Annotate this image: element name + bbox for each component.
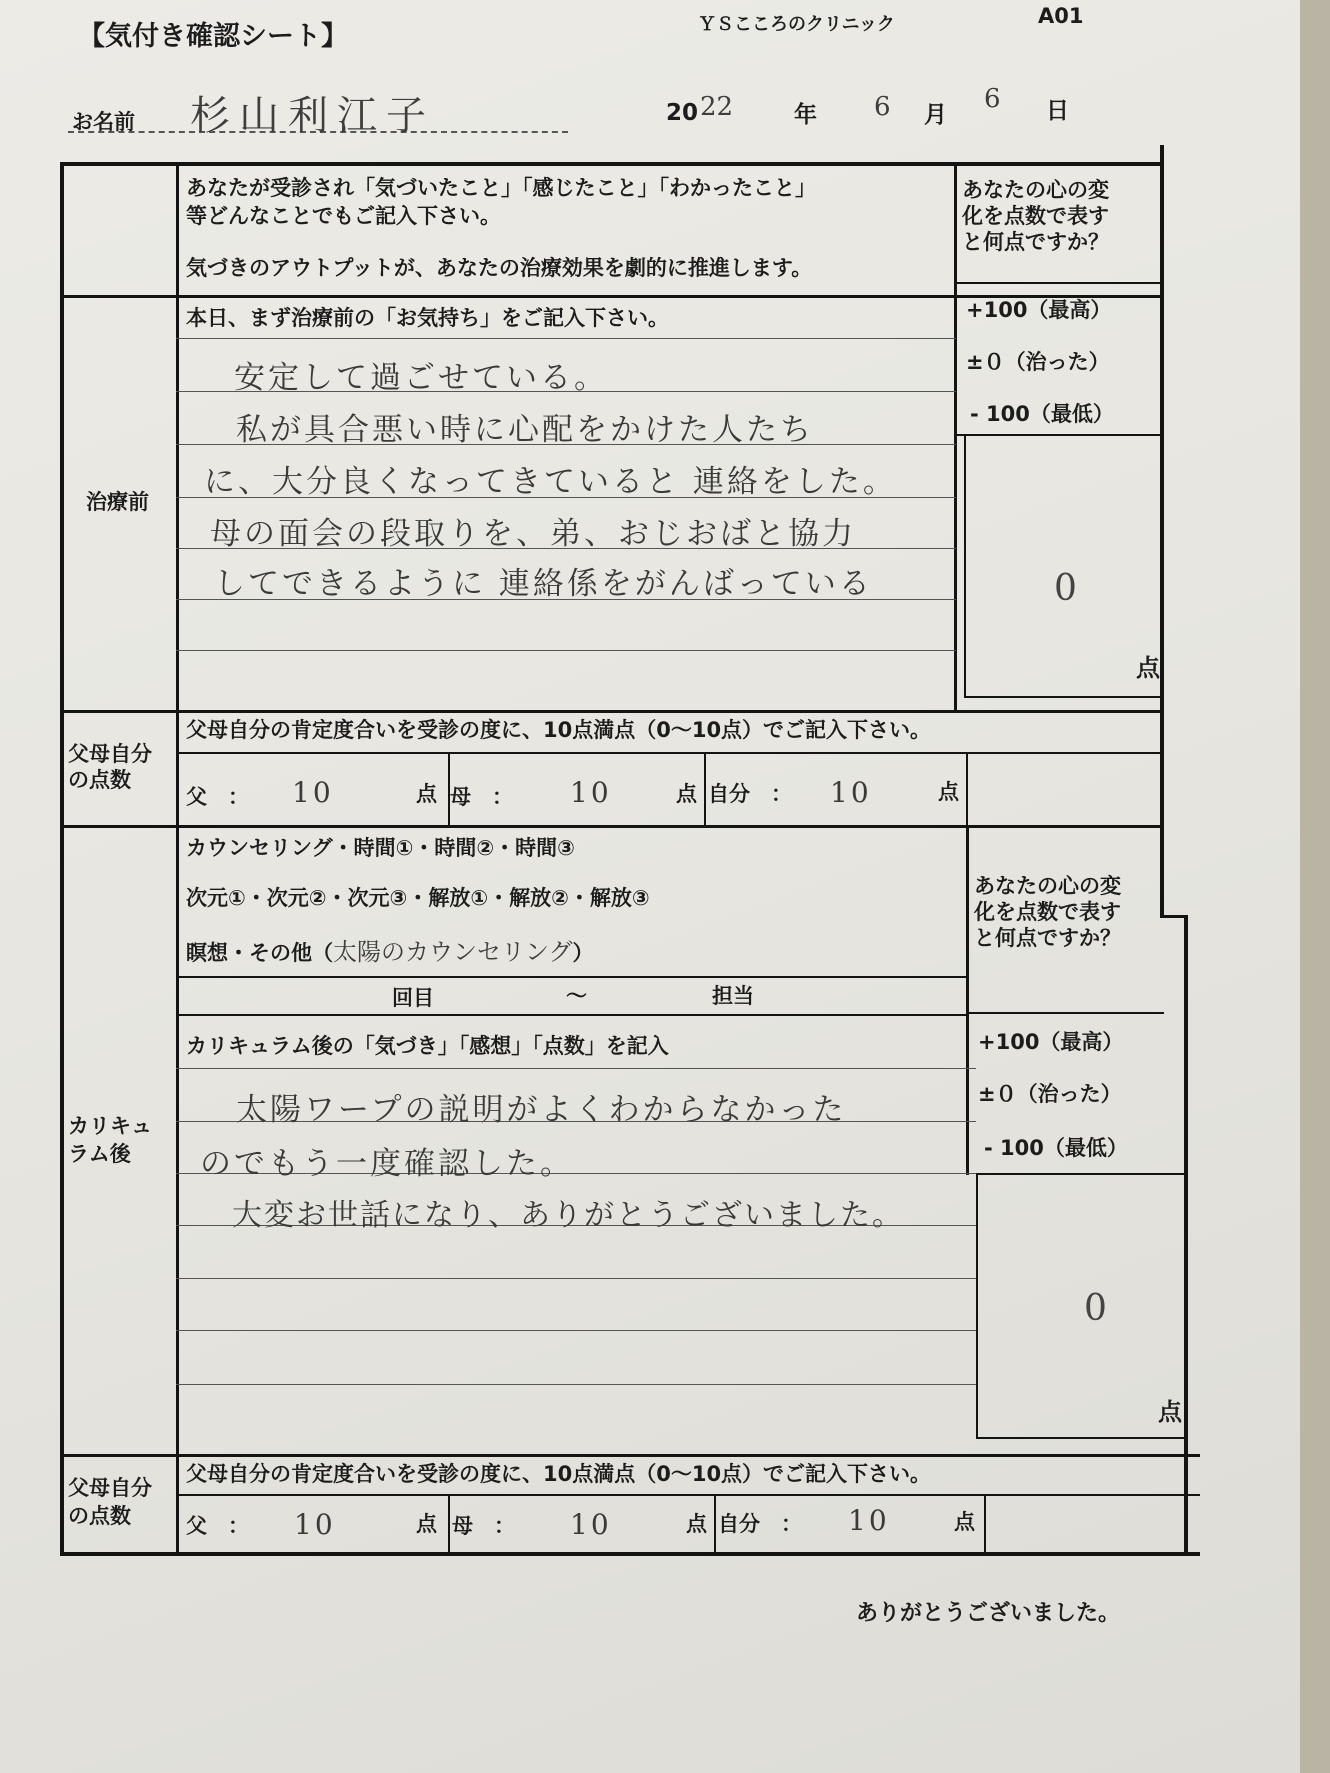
after-hand-line-2[interactable]: のでもう一度確認した。 bbox=[200, 1146, 574, 1182]
parent-score-1-self-value[interactable]: 10 bbox=[830, 776, 872, 809]
parent-score-1-mother-value[interactable]: 10 bbox=[570, 776, 612, 809]
after-section-label-line-2: ラム後 bbox=[68, 1142, 131, 1166]
month-value[interactable]: 6 bbox=[874, 92, 891, 122]
parent-score-2-label-line-1: 父母自分 bbox=[68, 1476, 152, 1500]
parent-score-1-mother-unit: 点 bbox=[676, 782, 697, 806]
count-label: 回目 bbox=[392, 986, 434, 1010]
parent-score-2-father-unit: 点 bbox=[416, 1512, 437, 1536]
parent-score-2-mother-label: 母 ： bbox=[452, 1514, 515, 1538]
before-score-unit: 点 bbox=[1136, 654, 1160, 682]
name-value[interactable]: 杉山利江子 bbox=[190, 93, 435, 139]
menu-line-3-close: ） bbox=[572, 941, 594, 965]
before-section-label: 治療前 bbox=[86, 490, 149, 514]
form-code: A01 bbox=[1038, 4, 1084, 28]
parent-score-1-prompt: 父母自分の肯定度合いを受診の度に、10点満点（0〜10点）でご記入下さい。 bbox=[186, 718, 932, 742]
after-score-value[interactable]: 0 bbox=[1084, 1288, 1107, 1329]
parent-score-1-self-unit: 点 bbox=[938, 780, 959, 804]
parent-score-1-label-line-2: の点数 bbox=[68, 768, 131, 792]
table-surface bbox=[1300, 0, 1330, 1773]
intro-line-2: 等どんなことでもご記入下さい。 bbox=[186, 204, 501, 228]
after-score-question-line-2: 化を点数で表す bbox=[974, 900, 1121, 924]
before-score-value[interactable]: 0 bbox=[1054, 568, 1077, 609]
parent-score-2-father-value[interactable]: 10 bbox=[294, 1508, 336, 1541]
after-scale-zero: ±０（治った） bbox=[978, 1082, 1122, 1106]
parent-score-2-self-value[interactable]: 10 bbox=[848, 1504, 890, 1537]
score-question-line-2: 化を点数で表す bbox=[962, 204, 1109, 228]
after-scale-min: - 100（最低） bbox=[984, 1136, 1128, 1160]
after-score-unit: 点 bbox=[1158, 1398, 1182, 1426]
menu-other-value[interactable]: 太陽のカウンセリング bbox=[333, 938, 573, 966]
parent-score-2-label-line-2: の点数 bbox=[68, 1504, 131, 1528]
before-hand-line-1[interactable]: 安定して過ごせている。 bbox=[234, 360, 608, 396]
before-scale-min: - 100（最低） bbox=[970, 402, 1114, 426]
month-label: 月 bbox=[924, 102, 947, 128]
staff-label: 担当 bbox=[712, 984, 754, 1008]
before-hand-line-3[interactable]: に、大分良くなってきていると 連絡をした。 bbox=[204, 464, 897, 500]
parent-score-1-father-value[interactable]: 10 bbox=[292, 776, 334, 809]
intro-line-1: あなたが受診され「気づいたこと」「感じたこと」「わかったこと」 bbox=[186, 176, 816, 200]
score-question-line-1: あなたの心の変 bbox=[962, 178, 1109, 202]
count-tilde: 〜 bbox=[566, 984, 587, 1008]
footer-thanks: ありがとうございました。 bbox=[856, 1601, 1121, 1626]
parent-score-1-father-unit: 点 bbox=[416, 782, 437, 806]
menu-line-1: カウンセリング・時間①・時間②・時間③ bbox=[186, 836, 575, 860]
parent-score-2-mother-unit: 点 bbox=[686, 1512, 707, 1536]
year-label: 年 bbox=[794, 102, 817, 128]
before-hand-line-5[interactable]: してできるように 連絡係をがんばっている bbox=[214, 566, 873, 602]
day-value[interactable]: 6 bbox=[984, 84, 1001, 114]
parent-score-2-self-label: 自分 ： bbox=[718, 1512, 802, 1536]
parent-score-1-self-label: 自分 ： bbox=[708, 782, 792, 806]
intro-line-3: 気づきのアウトプットが、あなたの治療効果を劇的に推進します。 bbox=[186, 256, 813, 280]
menu-line-3 bbox=[186, 940, 594, 966]
menu-line-2: 次元①・次元②・次元③・解放①・解放②・解放③ bbox=[186, 886, 650, 910]
after-hand-line-3[interactable]: 大変お世話になり、ありがとうございました。 bbox=[232, 1198, 904, 1233]
parent-score-1-label-line-1: 父母自分 bbox=[68, 742, 152, 766]
after-score-question-line-1: あなたの心の変 bbox=[974, 874, 1121, 898]
before-scale-max: +100（最高） bbox=[966, 298, 1112, 322]
after-score-question-line-3: と何点ですか？ bbox=[974, 926, 1121, 950]
year-value[interactable]: 22 bbox=[700, 92, 734, 122]
before-scale-zero: ±０（治った） bbox=[966, 350, 1110, 374]
clinic-name: ＹＳこころのクリニック bbox=[698, 14, 895, 35]
before-prompt: 本日、まず治療前の「お気持ち」をご記入下さい。 bbox=[186, 306, 669, 330]
before-hand-line-2[interactable]: 私が具合悪い時に心配をかけた人たち bbox=[236, 412, 814, 448]
parent-score-2-prompt: 父母自分の肯定度合いを受診の度に、10点満点（0〜10点）でご記入下さい。 bbox=[186, 1462, 932, 1486]
parent-score-1-father-label: 父 ： bbox=[186, 785, 249, 809]
parent-score-2-mother-value[interactable]: 10 bbox=[570, 1508, 612, 1541]
day-label: 日 bbox=[1046, 98, 1069, 124]
before-hand-line-4[interactable]: 母の面会の段取りを、弟、おじおばと協力 bbox=[210, 516, 856, 552]
parent-score-2-self-unit: 点 bbox=[954, 1510, 975, 1534]
form-title: 【気付き確認シート】 bbox=[78, 21, 348, 52]
score-question-line-3: と何点ですか？ bbox=[962, 230, 1109, 254]
parent-score-2-father-label: 父 ： bbox=[186, 1514, 249, 1538]
parent-score-1-mother-label: 母 ： bbox=[450, 785, 513, 809]
name-label: お名前 bbox=[72, 110, 135, 134]
after-hand-line-1[interactable]: 太陽ワープの説明がよくわからなかった bbox=[236, 1092, 847, 1128]
menu-line-3-label: 瞑想・その他（ bbox=[186, 941, 333, 965]
after-section-label-line-1: カリキュ bbox=[68, 1114, 152, 1138]
after-prompt: カリキュラム後の「気づき」「感想」「点数」を記入 bbox=[186, 1034, 669, 1058]
year-prefix: 20 bbox=[666, 100, 699, 126]
after-scale-max: +100（最高） bbox=[978, 1030, 1124, 1054]
